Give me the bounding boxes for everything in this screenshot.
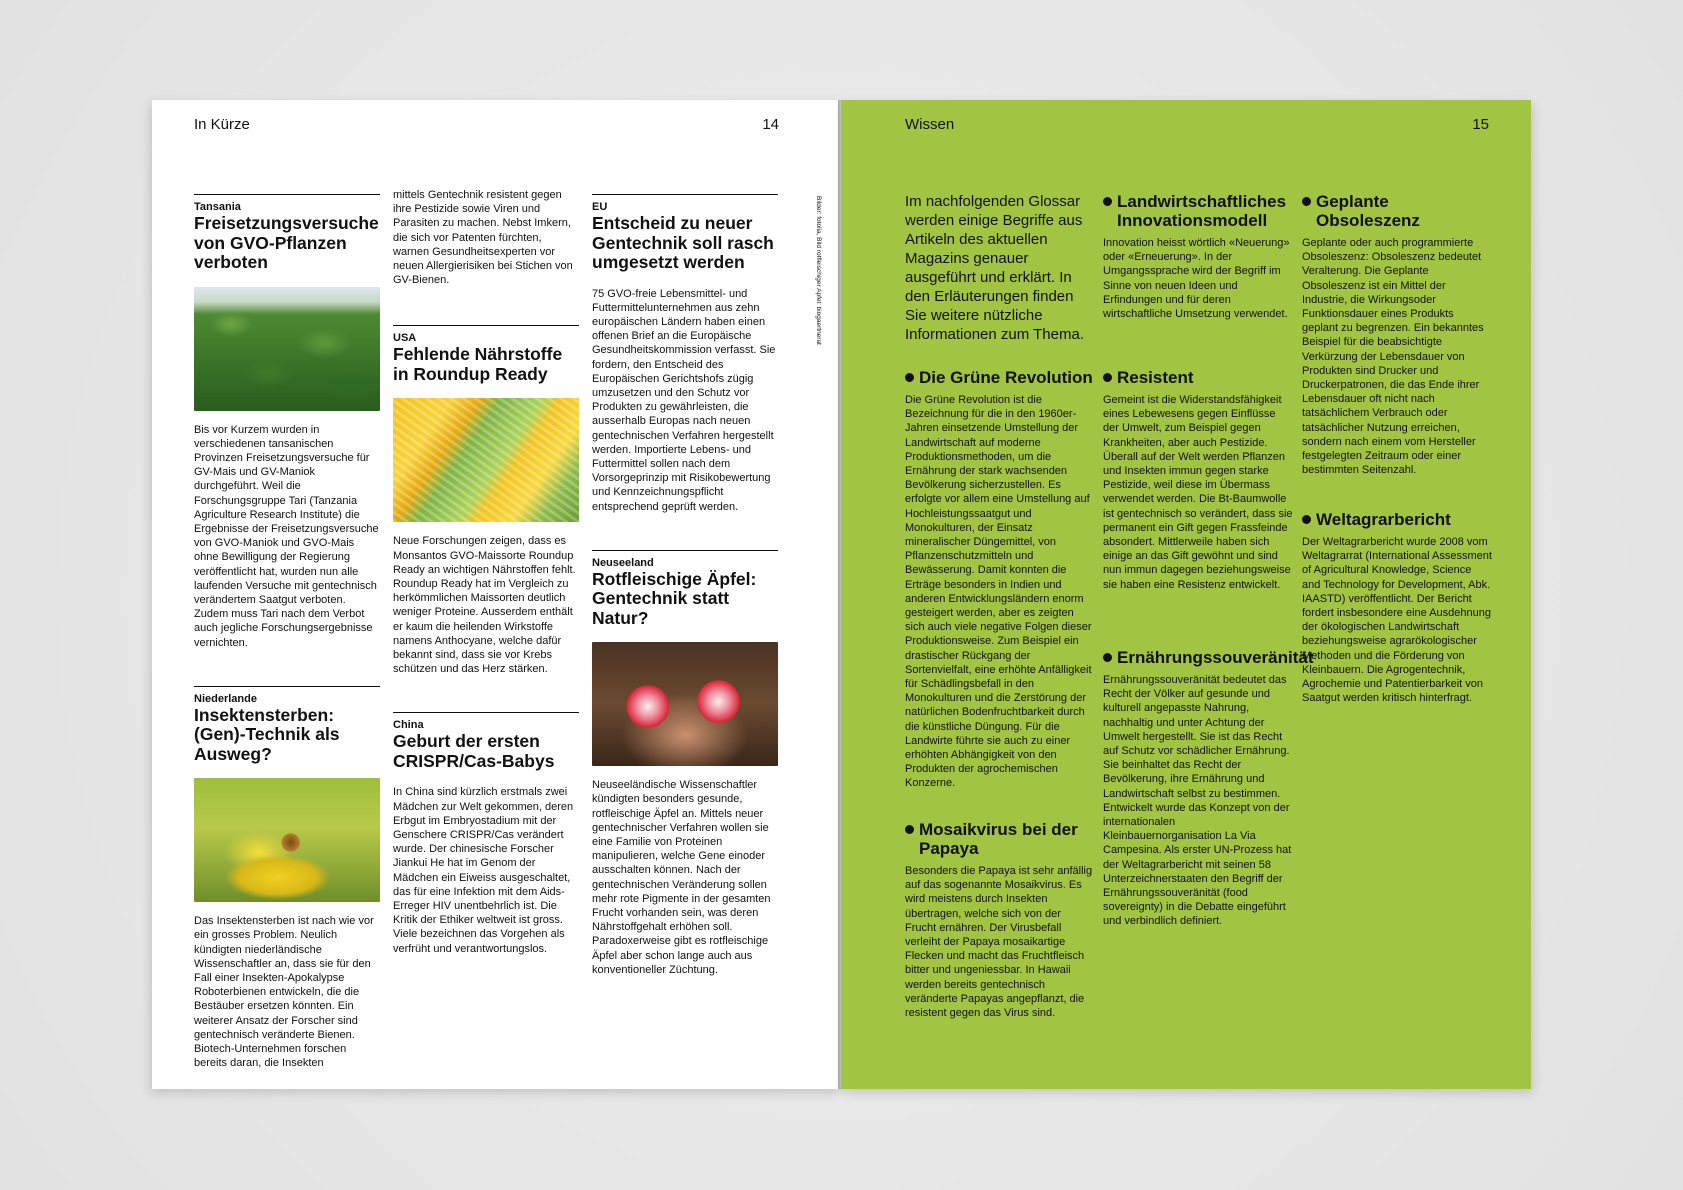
- article-title: Insektensterben: (Gen)-Technik als Ausweg?: [194, 704, 340, 764]
- glossary-term-text: Geplante oder auch programmierte Obsoleszenz: Obsoleszenz bedeutet Veralterung. Die Geplante Obsoleszenz ist ein Mittel der Industrie, die Wirkungsoder Funktionsdauer eines Produkts geplant zu begrenzen. Ein bekanntes Beispiel für die beabsichtigte Verkürzung der Lebensdauer von Produkten sind Drucker und Druckerpatronen, die das Ende ihrer Lebensdauer oft nicht nach tatsächlichem Verbrauch oder tatsächlicher Nutzung erreichen, sondern nach einem vom Hersteller festgelegten Zeitraum oder einer bestimmten Seitenzahl.: [1302, 237, 1484, 477]
- glossary-term-text: Die Grüne Revolution ist die Bezeichnung für die in den 1960er-Jahren einsetzende Umstellung der Landwirtschaft auf moderne Produktionsmethoden, um die Ernährung der stark wachsenden Bevölkerung sicherzustellen. Es erfolgte vor allem eine Umstellung auf Hochleistungssaatgut und Monokulturen, der Einsatz mineralischer Düngemittel, von Pflanzenschutzmitteln und Bewässerung. Damit konnten die Erträge besonders in Indien und anderen Entwicklungsländern enorm gesteigert werden, aber es zeigten sich auch viele negative Folgen dieser Produktionsweise. Zum Beispiel ein drastischer Rückgang der Sortenvielfalt, eine erhöhte Anfälligkeit für Schädlingsbefall in den Monokulturen und die Zerstörung der natürlichen Bodenfruchtbarkeit durch die künstliche Düngung. Für die Landwirte führte sie auch zu einer erhöhten Abhängigkeit von den Produkten der agrochemischen Konzerne.: [905, 394, 1092, 790]
- bullet-icon: [1103, 197, 1112, 206]
- article-location: Niederlande: [194, 692, 257, 705]
- column-1: [194, 194, 380, 1106]
- article-neuseeland: [592, 550, 778, 977]
- article-china: [393, 712, 579, 955]
- bullet-icon: [905, 825, 914, 834]
- image-credit: Bilder: fotolia, Bild rotfleischiger Apfel: biogaertnerat: [815, 196, 822, 345]
- article-text: 75 GVO-freie Lebensmittel- und Futtermittelunternehmen aus zehn europäischen Ländern haben einen offenen Brief an die Europäische Gesundheitskommission verfasst. Sie fordern, den Entscheid des Europäischen Gerichtshofs zügig umzusetzen und den Schutz vor Produkten zu gewährleisten, die ausserhalb Europas nach neuen gentechnischen Verfahren hergestellt werden. Importierte Lebens- und Futtermittel sollen nach dem Vorsorgeprinzip mit Risikobewertung und Kennzeichnungspflicht entsprechend geprüft werden.: [592, 287, 776, 513]
- glossary-term: [1302, 192, 1492, 477]
- article-niederlande: [194, 686, 380, 1071]
- section-title: Wissen: [905, 116, 955, 133]
- glossary-term: [905, 368, 1095, 791]
- bullet-icon: [1302, 197, 1311, 206]
- glossary-intro: Im nachfolgenden Glossar werden einige Begriffe aus Artikeln des aktuellen Magazins genauer ausgeführt und erklärt. In den Erläuterungen finden Sie weitere nützliche Informationen zum Thema.: [905, 193, 1084, 343]
- article-tansania: [194, 194, 380, 650]
- article-usa: [393, 325, 579, 676]
- glossary-term-title: Resistent: [1103, 368, 1293, 387]
- glossary-term: [1103, 192, 1293, 321]
- article-text: Neuseeländische Wissenschaftler kündigten besonders gesunde, rotfleischige Äpfel an. Mittels neuer gentechnischer Verfahren wollen sie eine Familie von Proteinen manipulieren, welche Gene einoder ausschalten können. Nach der gentechnischen Veränderung sollen mehr rote Pigmente in der gesamten Frucht vorhanden sein, was deren Nährstoffgehalt erhöhen soll. Paradoxerweise gibt es rotfleischige Äpfel aber schon lange auch aus konventioneller Züchtung.: [592, 779, 771, 976]
- glossary-term-title: Ernährungssouveränität: [1103, 648, 1293, 667]
- article-text: Bis vor Kurzem wurden in verschiedenen tansanischen Provinzen Freisetzungsversuche für GV-Mais und GV-Maniok durchgeführt. Weil die Forschungsgruppe Tari (Tanzania Agriculture Research Institute) die Ergebnisse der Freisetzungsversuche von GVO-Maniok und GVO-Mais ohne Bewilligung der Regierung veröffentlicht hat, wurden nun alle laufenden Versuche mit gentechnisch verändertem Saatgut verboten. Zudem muss Tari nach dem Verbot auch jegliche Forschungsergebnisse vernichten.: [194, 423, 379, 649]
- article-location: Neuseeland: [592, 556, 654, 569]
- glossary-term-text: Ernährungssouveränität bedeutet das Recht der Völker auf gesunde und kulturell angepasste Nahrung, nachhaltig und unter Achtung der Umwelt hergestellt. Sie ist das Recht auf Schutz vor schädlicher Ernährung. Sie beinhaltet das Recht der Bevölkerung, ihre Ernährung und Landwirtschaft selbst zu bestimmen. Entwickelt wurde das Konzept von der internationalen Kleinbauernorganisation La Via Campesina. Als erster UN-Prozess hat der Weltagrarbericht mit seinen 58 Unterzeichnerstaaten den Begriff der Ernährungssouveränität (food sovereignty) in die Debatte eingeführt und verbindlich definiert.: [1103, 674, 1292, 928]
- glossary-term-text: Innovation heisst wörtlich «Neuerung» oder «Erneuerung». In der Umgangssprache wird der Begriff im Sinne von neuen Ideen und Erfindungen und für deren wirtschaftliche Umsetzung verwendet.: [1103, 237, 1290, 321]
- glossary-term-text: Der Weltagrarbericht wurde 2008 vom Weltagrarrat (International Assessment of Agricultural Knowledge, Science and Technology for Development, Abk. IAASTD) veröffentlicht. Der Bericht fordert insbesondere eine Ausdehnung der ökologischen Landwirtschaft beziehungsweise agrarökologischer Methoden und die Förderung von Kleinbauern. Die Agrogentechnik, Agrochemie und Patentierbarkeit von Saatgut werden kritisch hinterfragt.: [1302, 536, 1492, 705]
- corn-cob-image: [393, 398, 579, 522]
- article-location: China: [393, 719, 424, 732]
- glossary-term: [1302, 510, 1492, 705]
- glossary-term: [1103, 368, 1293, 592]
- left-page: [152, 100, 841, 1089]
- bullet-icon: [1103, 373, 1112, 382]
- red-apple-image: [592, 642, 778, 766]
- article-continuation: [393, 188, 579, 287]
- glossary-term-text: Besonders die Papaya ist sehr anfällig auf das sogenannte Mosaikvirus. Es wird meistens durch Insekten übertragen, welche sich von der Frucht ernähren. Der Virusbefall verleiht der Papaya mosaikartige Flecken und macht das Fruchtfleisch bitter und ungeniessbar. In Hawaii werden bereits gentechnisch veränderte Papayas angepflanzt, die resistent gegen das Virus sind.: [905, 865, 1093, 1020]
- page-number: 14: [762, 116, 779, 133]
- glossary-term-title: Geplante Obsoleszenz: [1302, 192, 1492, 230]
- article-title: Freisetzungsversuche von GVO-Pflanzen verboten: [194, 213, 379, 272]
- glossary-term-title: Landwirtschaftliches Innovationsmodell: [1103, 192, 1293, 230]
- article-location: USA: [393, 332, 417, 345]
- glossary-term-title: Weltagrarbericht: [1302, 510, 1492, 529]
- article-text: Das Insektensterben ist nach wie vor ein grosses Problem. Neulich kündigten niederländische Wissenschaftler an, dass sie für den Fall einer Insekten-Apokalypse Roboterbienen entwickeln, die die Bestäuber ersetzen könnten. Ein weiterer Ansatz der Forscher sind gentechnisch veränderte Bienen. Biotech-Unternehmen forschen bereits daran, die Insekten: [194, 915, 374, 1070]
- bullet-icon: [1103, 653, 1112, 662]
- glossary-term-text: Gemeint ist die Widerstandsfähigkeit eines Lebewesens gegen Einflüsse der Umwelt, zum Beispiel gegen Krankheiten, aber auch Pestizide. Überall auf der Welt werden Pflanzen und Insekten immun gegen starke Pestizide, weil diese im Übermass verwendet werden. Die Bt-Baumwolle ist gentechnisch so verändert, dass sie permanent ein Gift gegen Frassfeinde absondert. Mittlerweile haben sich einige an das Gift gewöhnt und sind nun immun dagegen beziehungsweise sie haben eine Resistenz entwickelt.: [1103, 394, 1293, 591]
- article-location: Tansania: [194, 201, 241, 213]
- article-title: Geburt der ersten CRISPR/Cas-Babys: [393, 731, 555, 771]
- article-text: In China sind kürzlich erstmals zwei Mädchen zur Welt gekommen, deren Erbgut im Embryostadium mit der Genschere CRISPR/Cas verändert wurde. Der chinesische Forscher Jiankui He hat im Genom der Mädchen ein Eiweiss ausgeschaltet, das für eine Infektion mit dem Aids-Erreger HIV unentbehrlich ist. Die Kritik der Ethiker weltweit ist gross. Viele bezeichnen das Vorgehen als verfrüht und verantwortungslos.: [393, 786, 574, 955]
- right-page: [841, 100, 1531, 1089]
- bullet-icon: [1302, 515, 1311, 524]
- glossary-term-title: Die Grüne Revolution: [905, 368, 1095, 387]
- glossary-term: [905, 820, 1095, 1020]
- bee-on-flower-image: [194, 778, 380, 902]
- article-eu: [592, 194, 778, 514]
- page-number: 15: [1472, 116, 1489, 133]
- article-location: EU: [592, 201, 608, 213]
- glossary-term: [1103, 648, 1314, 929]
- glossary-term-title: Mosaikvirus bei der Papaya: [905, 820, 1095, 858]
- column-3: [592, 194, 778, 1013]
- article-text: Neue Forschungen zeigen, dass es Monsantos GVO-Maissorte Roundup Ready an wichtigen Nährstoffen fehlt. Roundup Ready hat im Vergleich zu herkömmlichen Maissorten deutlich weniger Proteine. Ausserdem enthält er kaum die heilenden Wirkstoffe namens Anthocyane, welche dafür bekannt sind, dass sie vor Krebs schützen und das Herz stärken.: [393, 535, 576, 676]
- bullet-icon: [905, 373, 914, 382]
- article-title: Fehlende Nährstoffe in Roundup Ready: [393, 344, 563, 384]
- cassava-field-image: [194, 287, 380, 411]
- article-title: Entscheid zu neuer Gentechnik soll rasch umgesetzt werden: [592, 213, 774, 272]
- section-title: In Kürze: [194, 116, 250, 133]
- article-title: Rotfleischige Äpfel: Gentechnik statt Natur?: [592, 568, 757, 628]
- article-text: mittels Gentechnik resistent gegen ihre Pestizide sowie Viren und Parasiten zu machen. Nebst Imkern, die sich vor Patenten fürchten, warnen Gesundheitsexperten vor neuen Allergierisiken bei Stichen von GV-Bienen.: [393, 189, 573, 287]
- column-2: [393, 188, 579, 992]
